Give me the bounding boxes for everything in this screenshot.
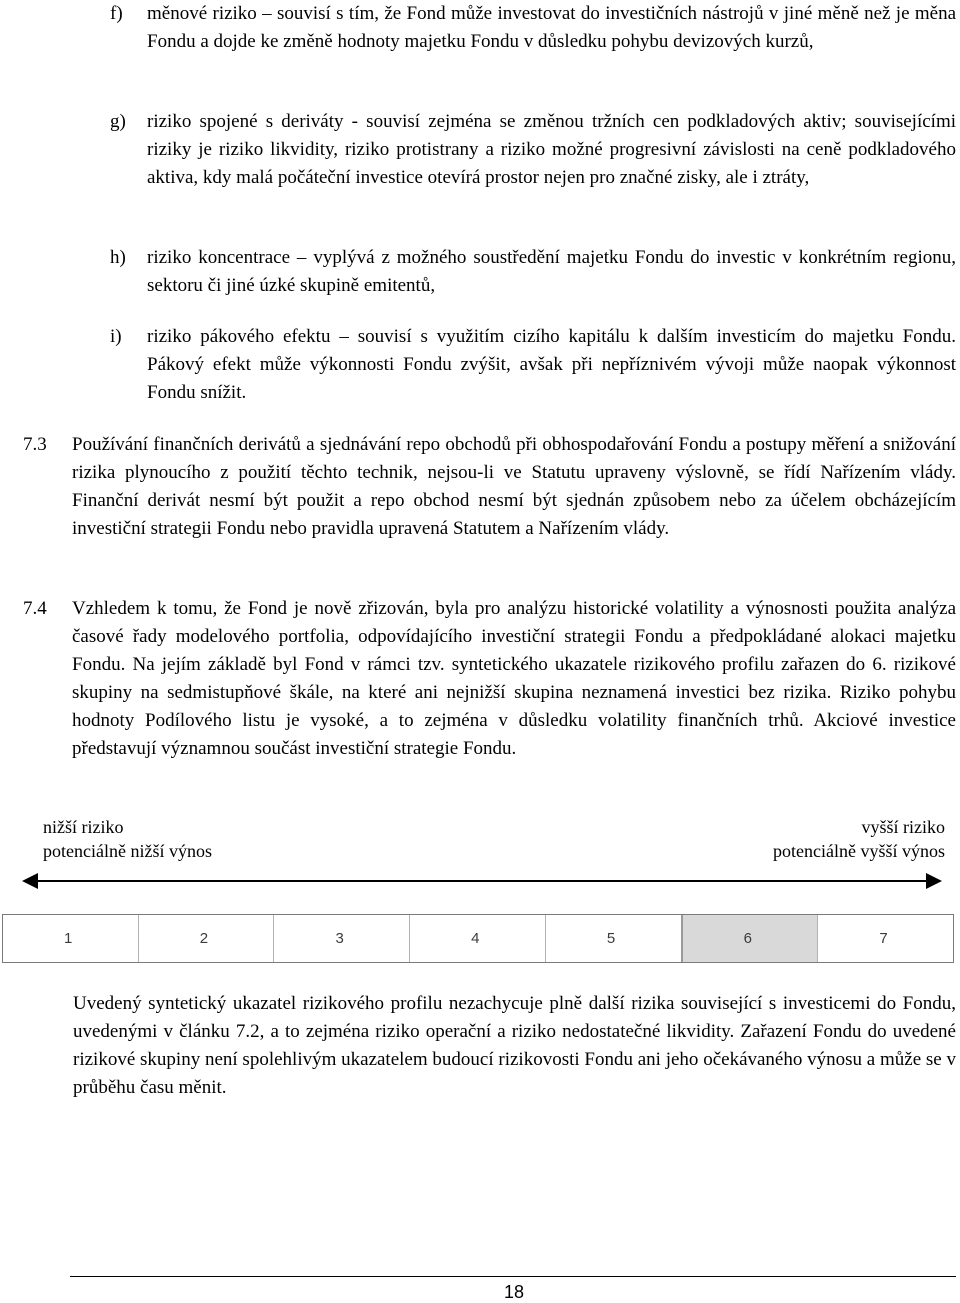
list-marker: i) [110, 326, 122, 347]
high-risk-line-2: potenciálně vyšší výnos [773, 841, 945, 861]
low-risk-line-1: nižší riziko [43, 817, 124, 837]
list-item-text: riziko spojené s deriváty - souvisí zejména se změnou tržních cen podkladových aktiv; souvisejícími riziky je riziko likvidity, riziko protistrany a riziko možné progresivní závislosti na ceně podkladového aktiva, kdy malá počáteční investice otevírá prostor nejen pro značné zisky, ale i ztráty, [147, 111, 956, 188]
list-item-h [110, 244, 956, 300]
list-marker: h) [110, 247, 126, 268]
section-7-4 [23, 595, 956, 763]
list-marker: f) [110, 3, 123, 24]
list-item-text: riziko koncentrace – vyplývá z možného soustředění majetku Fondu do investic v konkrétním regionu, sektoru či jiné úzké skupině emitentů, [147, 247, 956, 296]
list-item-text: riziko pákového efektu – souvisí s využitím cizího kapitálu k dalším investicím do majetku Fondu. Pákový efekt může výkonnosti Fondu zvýšit, avšak při nepříznivém vývoji může naopak výkonnost Fondu snížit. [147, 326, 956, 403]
risk-level-4: 4 [409, 915, 545, 962]
list-marker: g) [110, 111, 126, 132]
risk-level-7: 7 [817, 915, 953, 962]
double-arrow-icon [22, 870, 942, 892]
section-text: Vzhledem k tomu, že Fond je nově zřizován, byla pro analýzu historické volatility a výnosnosti použita analýza časové řady modelového portfolia, odpovídajícího investiční strategii Fondu a předpokládané alokaci majetku Fondu. Na jejím základě byl Fond v rámci tzv. syntetického ukazatele rizikového profilu zařazen do 6. rizikové skupiny na sedmistupňové škále, na které ani nejnižší skupina neznamená investici bez rizika. Riziko pohybu hodnoty Podílového listu je vysoké, a to zejména v důsledku volatility finančních trhů. Akciové investice představují významnou součást investiční strategie Fondu. [72, 598, 956, 759]
section-number: 7.4 [23, 598, 47, 619]
list-item-f [110, 0, 956, 56]
list-item-g [110, 108, 956, 192]
section-number: 7.3 [23, 434, 47, 455]
risk-level-2: 2 [138, 915, 274, 962]
list-item-i [110, 323, 956, 407]
risk-scale [2, 914, 954, 963]
page-number: 18 [503, 1282, 525, 1302]
footer-divider [70, 1276, 956, 1277]
risk-level-1: 1 [64, 930, 73, 947]
risk-level-6: 6 [681, 915, 818, 962]
section-text: Používání finančních derivátů a sjednávání repo obchodů při obhospodařování Fondu a postupy měření a snižování rizika plynoucího z použití těchto technik, nejsou-li ve Statutu upraveny výslovně, se řídí Nařízením vlády. Finanční derivát nesmí být použit a repo obchod nesmí být sjednán způsobem nebo za účelem obcházejícím investiční strategii Fondu nebo pravidla upravená Statutem a Nařízením vlády. [72, 434, 956, 539]
risk-level-5: 5 [545, 915, 681, 962]
risk-level-3: 3 [273, 915, 409, 962]
closing-paragraph: Uvedený syntetický ukazatel rizikového profilu nezachycuje plně další rizika související s investicemi do Fondu, uvedenými v článku 7.2, a to zejména riziko operační a riziko nedostatečné likvidity. Zařazení Fondu do uvedené rizikové skupiny není spolehlivým ukazatelem budoucí rizikovosti Fondu ani jeho očekávaného výnosu a může se v průběhu času měnit. [73, 993, 956, 1098]
section-7-3 [23, 431, 956, 543]
high-risk-label [773, 815, 945, 863]
high-risk-line-1: vyšší riziko [861, 817, 945, 837]
list-item-text: měnové riziko – souvisí s tím, že Fond může investovat do investičních nástrojů v jiné měně než je měna Fondu a dojde ke změně hodnoty majetku Fondu v důsledku pohybu devizových kurzů, [147, 3, 956, 52]
low-risk-line-2: potenciálně nižší výnos [43, 841, 212, 861]
low-risk-label [43, 815, 212, 863]
